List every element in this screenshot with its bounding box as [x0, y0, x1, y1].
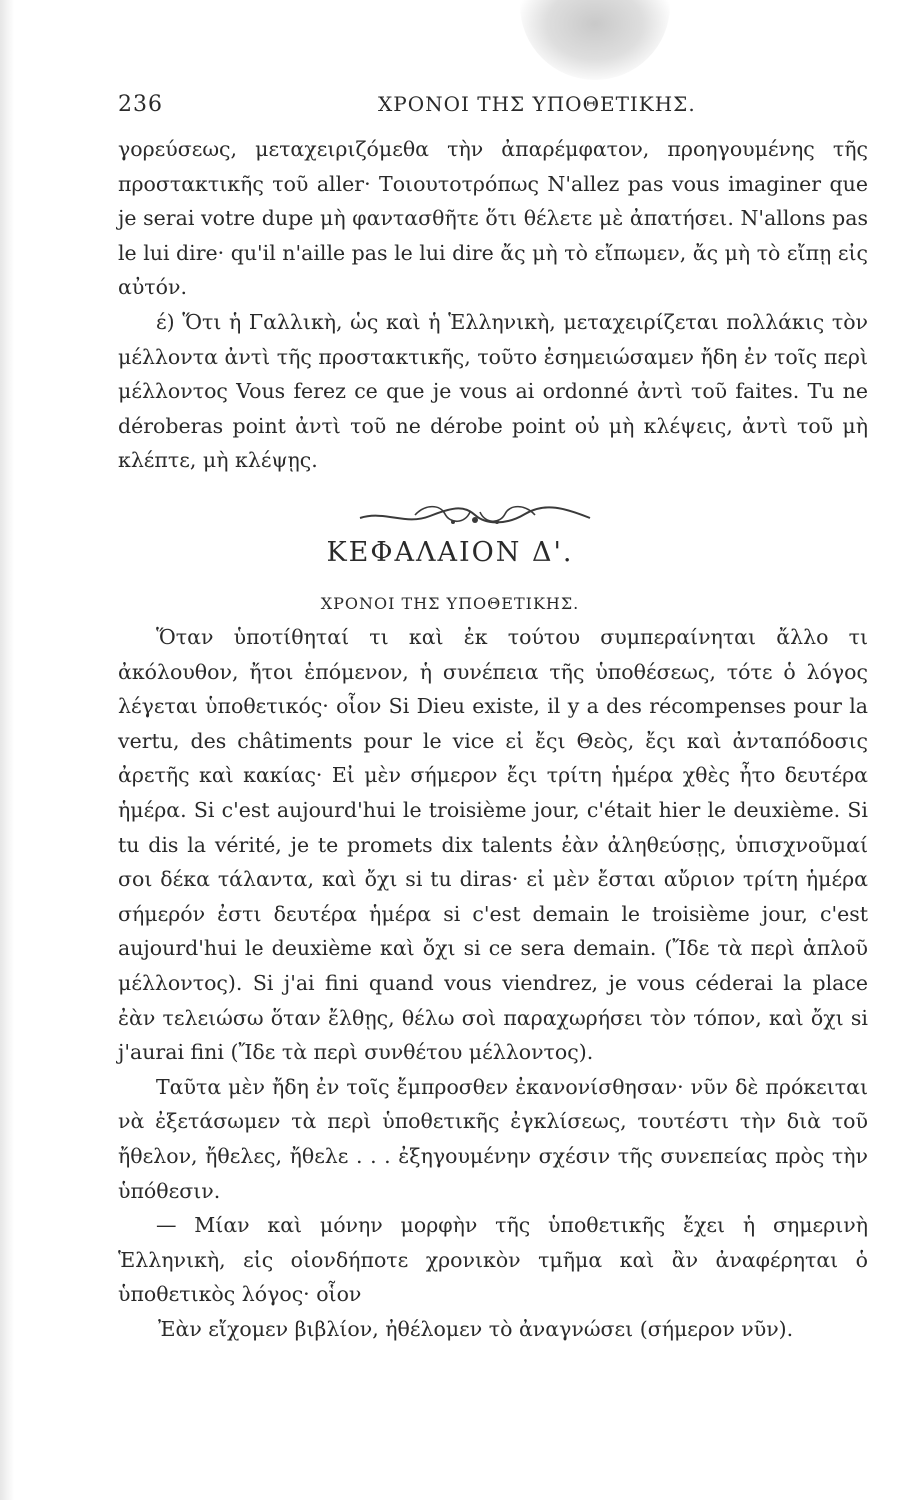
- paragraph-rules: Ταῦτα μὲν ἤδη ἐν τοῖς ἔμπροσθεν ἐκανονίσθησαν· νῦν δὲ πρόκειται νὰ ἐξετάσωμεν τὰ περὶ ὑποθετικῆς ἐγκλίσεως, τουτέστι τὴν διὰ τοῦ ἤθελον, ἤθελες, ἤθελε . . . ἐξηγουμένην σχέσιν τῆς συνεπείας πρὸς τὴν ὑπόθεσιν.: [118, 1074, 868, 1203]
- paragraph-hypothetical: Ὅταν ὑποτίθηταί τι καὶ ἐκ τούτου συμπεραίνηται ἄλλο τι ἀκόλουθον, ἤτοι ἑπόμενον, ἡ συνέπεια τῆς ὑποθέσεως, τότε ὁ λόγος λέγεται ὑποθετικός· οἷον Si Dieu existe, il y a des récompenses pour la vertu, des châtiments pour le vice εἰ ἔςι Θεὸς, ἔςι καὶ ἀνταπόδοσις ἀρετῆς καὶ κακίας· Εἰ μὲν σήμερον ἔςι τρίτη ἡμέρα χθὲς ἦτο δευτέρα ἡμέρα. Si c'est aujourd'hui le troisième jour, c'était hier le deuxième. Si tu dis la vérité, je te promets dix talents ἐὰν ἀληθεύσῃς, ὑπισχνοῦμαί σοι δέκα τάλαντα, καὶ ὄχι si tu diras· εἰ μὲν ἔσται αὔριον τρίτη ἡμέρα σήμερόν ἐστι δευτέρα ἡμέρα si c'est demain le troisième jour, c'est aujourd'hui le deuxième καὶ ὄχι si ce sera demain. (Ἴδε τὰ περὶ ἁπλοῦ μέλλοντος). Si j'ai fini quand vous viendrez, je vous céderai la place ἐὰν τελειώσω ὅταν ἔλθῃς, θέλω σοὶ παραχωρήσει τὸν τόπον, καὶ ὄχι si j'aurai fini (Ἴδε τὰ περὶ συνθέτου μέλλοντος).: [118, 625, 868, 1065]
- page-number: 236: [118, 92, 163, 117]
- example-line: Ἐὰν εἴχομεν βιβλίον, ἠθέλομεν τὸ ἀναγνώσει (σήμερον νῦν).: [158, 1316, 794, 1341]
- ornament-divider: [355, 500, 595, 530]
- ink-blot: [520, 0, 670, 80]
- section-heading: ΧΡΟΝΟΙ ΤΗΣ ΥΠΟΘΕΤΙΚΗΣ.: [320, 594, 580, 613]
- paragraph-continuation: γορεύσεως, μεταχειριζόμεθα τὴν ἀπαρέμφατον, προηγουμένης τῆς προστακτικῆς τοῦ aller· Τοιουτοτρόπως N'allez pas vous imaginer que je serai votre dupe μὴ φαντασθῆτε ὅτι θέλετε μὲ ἀπατήσει. N'allons pas le lui dire· qu'il n'aille pas le lui dire ἄς μὴ τὸ εἴπωμεν, ἄς μὴ τὸ εἴπῃ εἰς αὐτόν.: [118, 137, 868, 300]
- top-text-block: [118, 132, 868, 478]
- paragraph-e: έ) Ὅτι ἡ Γαλλικὴ, ὡς καὶ ἡ Ἑλληνικὴ, μεταχειρίζεται πολλάκις τὸν μέλλοντα ἀντὶ τῆς προστακτικῆς, τοῦτο ἐσημειώσαμεν ἤδη ἐν τοῖς περὶ μέλλοντος Vous ferez ce que je vous ai ordonné ἀντὶ τοῦ faites. Tu ne déroberas point ἀντὶ τοῦ ne dérobe point οὐ μὴ κλέψεις, ἀντὶ τοῦ μὴ κλέπτε, μὴ κλέψῃς.: [118, 309, 868, 473]
- paragraph-modern-greek: — Μίαν καὶ μόνην μορφὴν τῆς ὑποθετικῆς ἔχει ἡ σημερινὴ Ἑλληνικὴ, εἰς οἱονδήποτε χρονικὸν τμῆμα καὶ ἂν ἀναφέρηται ὁ ὑποθετικὸς λόγος· οἷον: [118, 1213, 868, 1307]
- chapter-text-block: [118, 620, 868, 1346]
- page-edge-shadow: [0, 0, 14, 1500]
- running-title: ΧΡΟΝΟΙ ΤΗΣ ΥΠΟΘΕΤΙΚΗΣ.: [378, 92, 696, 116]
- page-header: [118, 92, 863, 122]
- chapter-title: ΚΕΦΑΛΑΙΟΝ Δ'.: [326, 537, 574, 568]
